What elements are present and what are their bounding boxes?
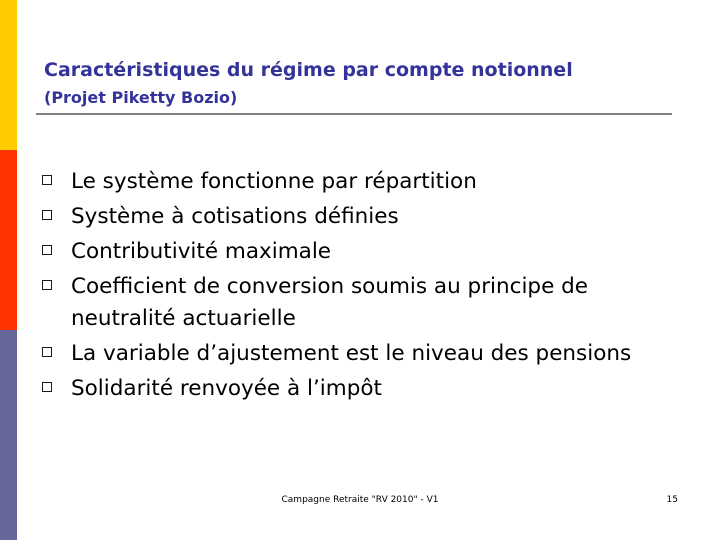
bullet-text: La variable d’ajustement est le niveau des pensions — [71, 340, 632, 366]
bullet-item — [40, 201, 680, 233]
bullet-text: Le système fonctionne par répartition — [71, 169, 477, 194]
slide-title: Caractéristiques du régime par compte notionnel — [44, 59, 573, 81]
hollow-square-icon — [42, 347, 52, 357]
slide-subtitle: (Projet Piketty Bozio) — [44, 88, 238, 107]
hollow-square-icon — [42, 245, 52, 255]
bullet-item — [40, 373, 680, 405]
hollow-square-icon — [42, 280, 52, 290]
bullet-list — [40, 166, 680, 408]
bullet-text: Coefficient de conversion soumis au principe de neutralité actuarielle — [71, 274, 589, 331]
sidebar-segment-red — [0, 150, 17, 330]
bullet-item — [40, 338, 680, 370]
footer-text: Campagne Retraite "RV 2010" - V1 — [281, 495, 439, 505]
sidebar-segment-yellow — [0, 0, 17, 150]
page-number: 15 — [666, 495, 678, 505]
bullet-item — [40, 271, 680, 334]
bullet-item — [40, 236, 680, 268]
sidebar-color-bar — [0, 0, 17, 540]
bullet-text: Contributivité maximale — [71, 239, 332, 264]
hollow-square-icon — [42, 175, 52, 185]
title-divider — [36, 113, 672, 115]
hollow-square-icon — [42, 210, 52, 220]
hollow-square-icon — [42, 382, 52, 392]
bullet-text: Système à cotisations définies — [71, 204, 399, 229]
sidebar-segment-blue — [0, 330, 17, 540]
bullet-item — [40, 166, 680, 198]
bullet-text: Solidarité renvoyée à l’impôt — [71, 375, 382, 401]
